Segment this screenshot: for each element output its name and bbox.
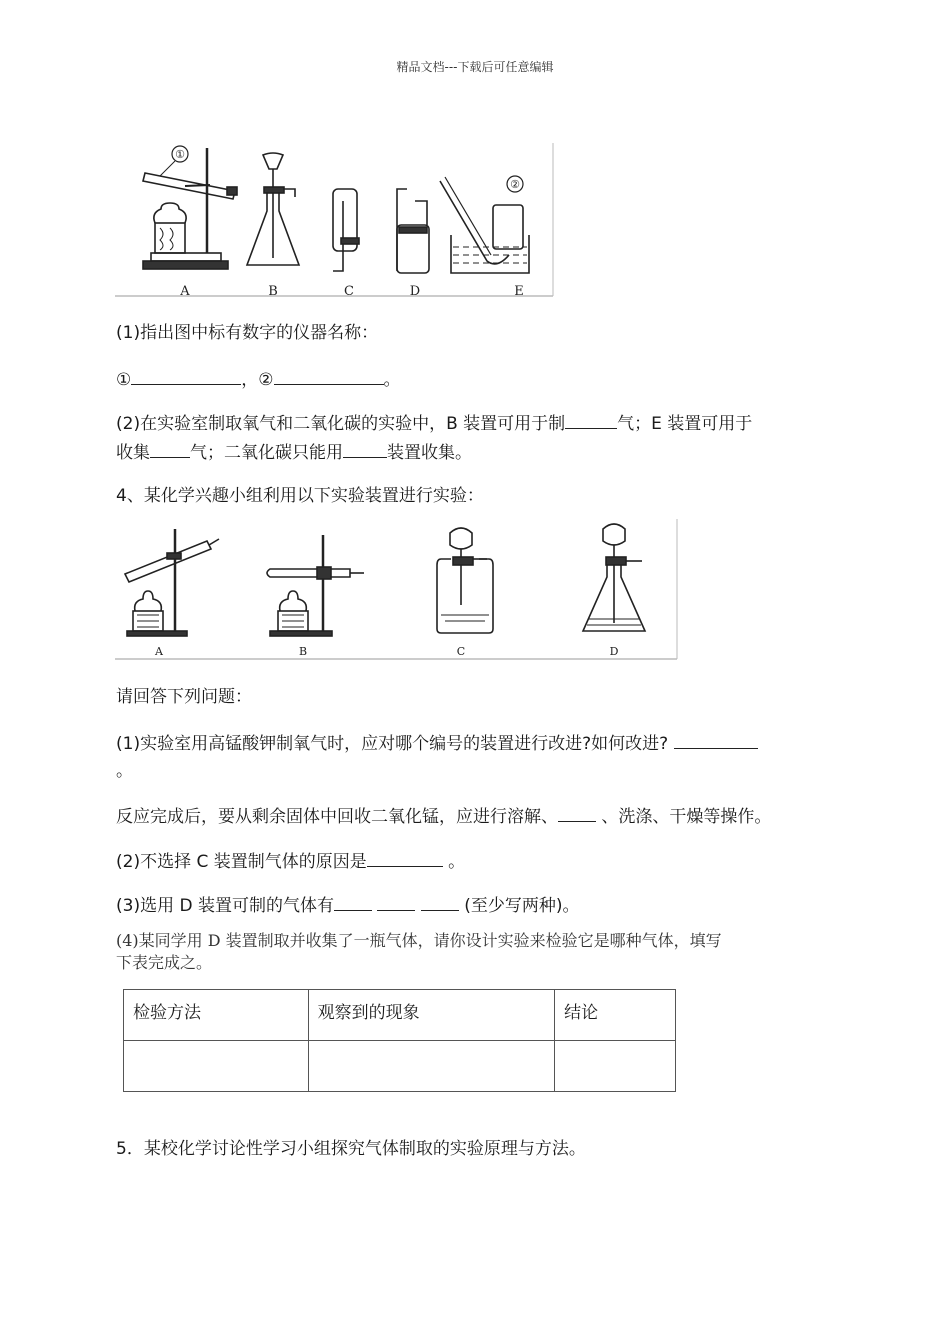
fig2-label-c: C (456, 645, 466, 658)
blank-separator: ，② (241, 370, 274, 390)
s4-q1-line1 (116, 730, 758, 756)
s4-q3 (116, 892, 579, 918)
fig1-label-d: D (409, 284, 421, 298)
marker-2: ② (510, 178, 520, 191)
marker-1: ① (175, 148, 185, 161)
apparatus-figure-2 (115, 519, 679, 661)
blank-instrument-1[interactable] (131, 366, 241, 385)
blank-co2-device[interactable] (343, 439, 387, 458)
table-row (124, 1041, 676, 1092)
table-header-row (124, 990, 676, 1041)
s3-q1-end: 。 (383, 370, 401, 390)
s4-q2 (116, 848, 465, 874)
apparatus-figure-1 (115, 143, 555, 298)
fig1-label-a: A (180, 284, 190, 298)
page-header: 精品文档---下载后可任意编辑 (396, 60, 554, 74)
s3-q2-text-d: 气；二氧化碳只能用 (190, 443, 343, 463)
fig2-label-d: D (609, 645, 619, 658)
s4-q1-followup (116, 803, 771, 829)
s4-followup-text-b: 、洗涤、干燥等操作。 (601, 807, 772, 827)
blank-operation[interactable] (558, 803, 596, 822)
s3-q2-line1 (116, 410, 752, 436)
fig2-apparatus-b (267, 535, 364, 636)
s4-q2-text: (2)不选择 C 装置制气体的原因是 (116, 852, 367, 872)
s4-q2-end: 。 (448, 852, 466, 872)
blank-gas-2[interactable] (377, 892, 415, 911)
section4-prompt: 请回答下列问题： (116, 687, 252, 707)
answer-table (123, 989, 676, 1092)
apparatus-d-collecting-bottle (397, 189, 429, 273)
blank-instrument-2[interactable] (274, 366, 384, 385)
col-header-phenomenon: 观察到的现象 (308, 990, 555, 1041)
blank-gas-e[interactable] (150, 439, 190, 458)
s4-q4-line2: 下表完成之。 (116, 953, 213, 972)
s4-q1-text: (1)实验室用高锰酸钾制氧气时，应对哪个编号的装置进行改进?如何改进? (116, 734, 669, 754)
fig1-label-e: E (514, 284, 524, 298)
fig2-apparatus-c (437, 528, 493, 633)
s4-q3-end: (至少写两种)。 (464, 896, 580, 916)
blank-gas-3[interactable] (421, 892, 459, 911)
apparatus-c-gas-bottle (333, 189, 359, 271)
col-header-conclusion: 结论 (555, 990, 676, 1041)
blank-gas-1[interactable] (334, 892, 372, 911)
cell-method[interactable] (124, 1041, 309, 1092)
section4-title: 4、某化学兴趣小组利用以下实验装置进行实验： (116, 486, 484, 506)
s3-q1-title: (1)指出图中标有数字的仪器名称： (116, 323, 379, 343)
fig2-label-b: B (298, 645, 308, 658)
s3-q2-text-b: 气；E 装置可用于 (617, 414, 753, 434)
col-header-method: 检验方法 (124, 990, 309, 1041)
apparatus-b-conical-flask (247, 153, 299, 265)
s3-q2-text-e: 装置收集。 (387, 443, 472, 463)
fig2-apparatus-a (125, 529, 219, 636)
s4-q1-end: 。 (116, 761, 133, 781)
blank1-prefix: ① (116, 370, 132, 390)
blank-gas-b[interactable] (565, 410, 617, 429)
s4-q3-text: (3)选用 D 装置可制的气体有 (116, 896, 334, 916)
section5-title: 5．某校化学讨论性学习小组探究气体制取的实验原理与方法。 (116, 1139, 586, 1159)
s4-followup-text-a: 反应完成后，要从剩余固体中回收二氧化锰，应进行溶解、 (116, 807, 558, 827)
s3-q2-line2 (116, 439, 472, 465)
fig1-label-c: C (344, 284, 354, 298)
s3-q1-answer-line (116, 366, 401, 392)
fig2-apparatus-d (583, 524, 645, 631)
fig2-label-a: A (155, 645, 163, 658)
blank-improvement[interactable] (674, 730, 758, 749)
s4-q4-line1: (4)某同学用 D 装置制取并收集了一瓶气体，请你设计实验来检验它是哪种气体，填写 (116, 931, 722, 950)
blank-reason[interactable] (367, 848, 443, 867)
s3-q2-text-c: 收集 (116, 443, 150, 463)
cell-phenomenon[interactable] (308, 1041, 555, 1092)
fig1-label-b: B (268, 284, 278, 298)
apparatus-a-heating-tube (143, 146, 237, 269)
s3-q2-text-a: (2)在实验室制取氧气和二氧化碳的实验中，B 装置可用于制 (116, 414, 566, 434)
cell-conclusion[interactable] (555, 1041, 676, 1092)
